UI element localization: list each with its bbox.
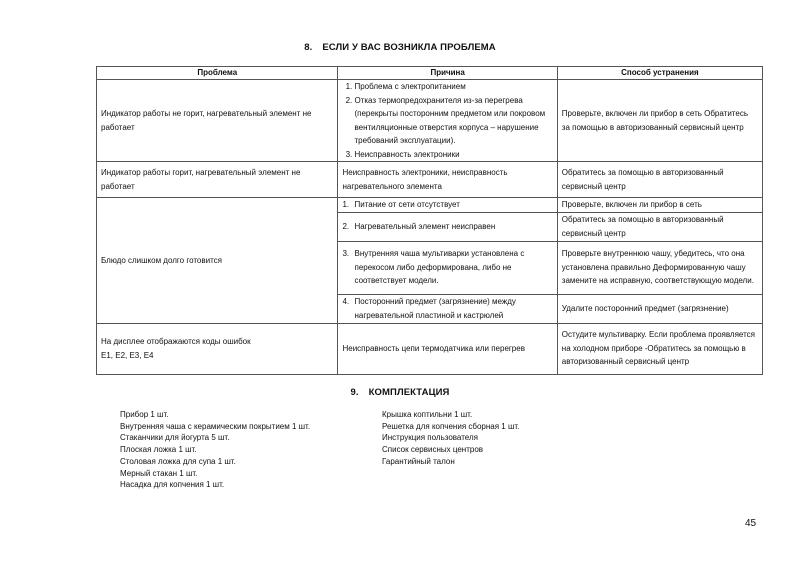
- troubleshooting-table: [96, 66, 763, 375]
- list-item: Стаканчики для йогурта 5 шт.: [120, 433, 230, 443]
- list-item: Гарантийный талон: [382, 456, 455, 466]
- list-item: Внутренняя чаша с керамическим покрытием 1 шт.: [120, 421, 311, 431]
- cause-number: 1.: [342, 200, 350, 209]
- cause-text: Нагревательный элемент неисправен: [354, 221, 496, 231]
- cause-cell: [338, 241, 557, 294]
- problem-cell: Индикатор работы не горит, нагревательный элемент не работает: [97, 80, 338, 162]
- table-header-row: [97, 67, 763, 80]
- cause-item: 1. Проблема с электропитанием: [354, 80, 552, 94]
- cause-text: Питание от сети отсутствует: [354, 200, 460, 209]
- problem-line: E1, E2, E3, E4: [101, 350, 154, 360]
- solution-cell: Проверьте, включен ли прибор в сеть: [557, 198, 762, 213]
- cause-number: 3.: [342, 249, 350, 259]
- table-row: [97, 162, 763, 198]
- list-item: Мерный стакан 1 шт.: [120, 468, 198, 478]
- page-number: 45: [745, 518, 757, 529]
- solution-cell: Проверьте, включен ли прибор в сеть Обратитесь за помощью в авторизованный сервисный центр: [557, 80, 762, 162]
- solution-cell: Обратитесь за помощью в авторизованный сервисный центр: [557, 212, 762, 241]
- cause-cell: [338, 80, 557, 162]
- problem-cell: Индикатор работы горит, нагревательный элемент не работает: [97, 162, 338, 198]
- cause-item: 2. Отказ термопредохранителя из-за перегрева (перекрыты посторонним предметом или покровом вентиляционные отверстия корпуса – нарушение требований эксплуатации).: [354, 94, 552, 148]
- table-row: [97, 323, 763, 374]
- section-8-number: 8.: [304, 42, 313, 53]
- cause-number: 2.: [342, 221, 350, 231]
- kit-list-right: [382, 409, 519, 468]
- cause-cell: [338, 294, 557, 323]
- list-item: Список сервисных центров: [382, 445, 484, 455]
- solution-cell: Проверьте внутреннюю чашу, убедитесь, что она установлена правильно Деформированную чашу замените на исправную, соответствующую модели.: [557, 241, 762, 294]
- list-item: Столовая ложка для супа 1 шт.: [120, 456, 236, 466]
- header-solution: Способ устранения: [557, 67, 762, 80]
- cause-cell: [338, 198, 557, 213]
- cause-item: 3. Неисправность электроники: [354, 148, 552, 162]
- problem-line: На дисплее отображаются коды ошибок: [101, 337, 251, 346]
- cause-cell: [338, 212, 557, 241]
- list-item: Прибор 1 шт.: [120, 410, 169, 419]
- list-item: Насадка для копчения 1 шт.: [120, 480, 225, 490]
- header-problem: Проблема: [97, 67, 338, 80]
- cause-text: Внутренняя чаша мультиварки установлена с перекосом либо деформирована, либо не соответствует модели.: [354, 249, 525, 286]
- list-item: Решетка для копчения сборная 1 шт.: [382, 421, 520, 431]
- section-8-heading: [0, 42, 800, 53]
- section-8-title: ЕСЛИ У ВАС ВОЗНИКЛА ПРОБЛЕМА: [322, 42, 496, 53]
- kit-list-left: [120, 409, 310, 491]
- list-item: Крышка коптильни 1 шт.: [382, 410, 473, 419]
- table-row: [97, 198, 763, 213]
- cause-cell: Неисправность цепи термодатчика или перегрев: [338, 323, 557, 374]
- section-9-number: 9.: [350, 387, 359, 398]
- problem-cell: [97, 323, 338, 374]
- solution-cell: Обратитесь за помощью в авторизованный сервисный центр: [557, 162, 762, 198]
- solution-cell: Удалите посторонний предмет (загрязнение): [557, 294, 762, 323]
- cause-cell: Неисправность электроники, неисправность нагревательного элемента: [338, 162, 557, 198]
- list-item: Плоская ложка 1 шт.: [120, 445, 197, 455]
- cause-list: [342, 80, 552, 161]
- list-item: Инструкция пользователя: [382, 433, 478, 443]
- cause-text: Посторонний предмет (загрязнение) между нагревательной пластиной и кастрюлей: [354, 297, 516, 320]
- header-cause: Причина: [338, 67, 557, 80]
- section-9-heading: [0, 387, 800, 398]
- solution-cell: Остудите мультиварку. Если проблема проявляется на холодном приборе -Обратитесь за помощью в авторизованный сервисный центр: [557, 323, 762, 374]
- table-row: [97, 80, 763, 162]
- section-9-title: КОМПЛЕКТАЦИЯ: [368, 387, 450, 398]
- problem-cell: Блюдо слишком долго готовится: [97, 198, 338, 324]
- cause-number: 4.: [342, 297, 350, 306]
